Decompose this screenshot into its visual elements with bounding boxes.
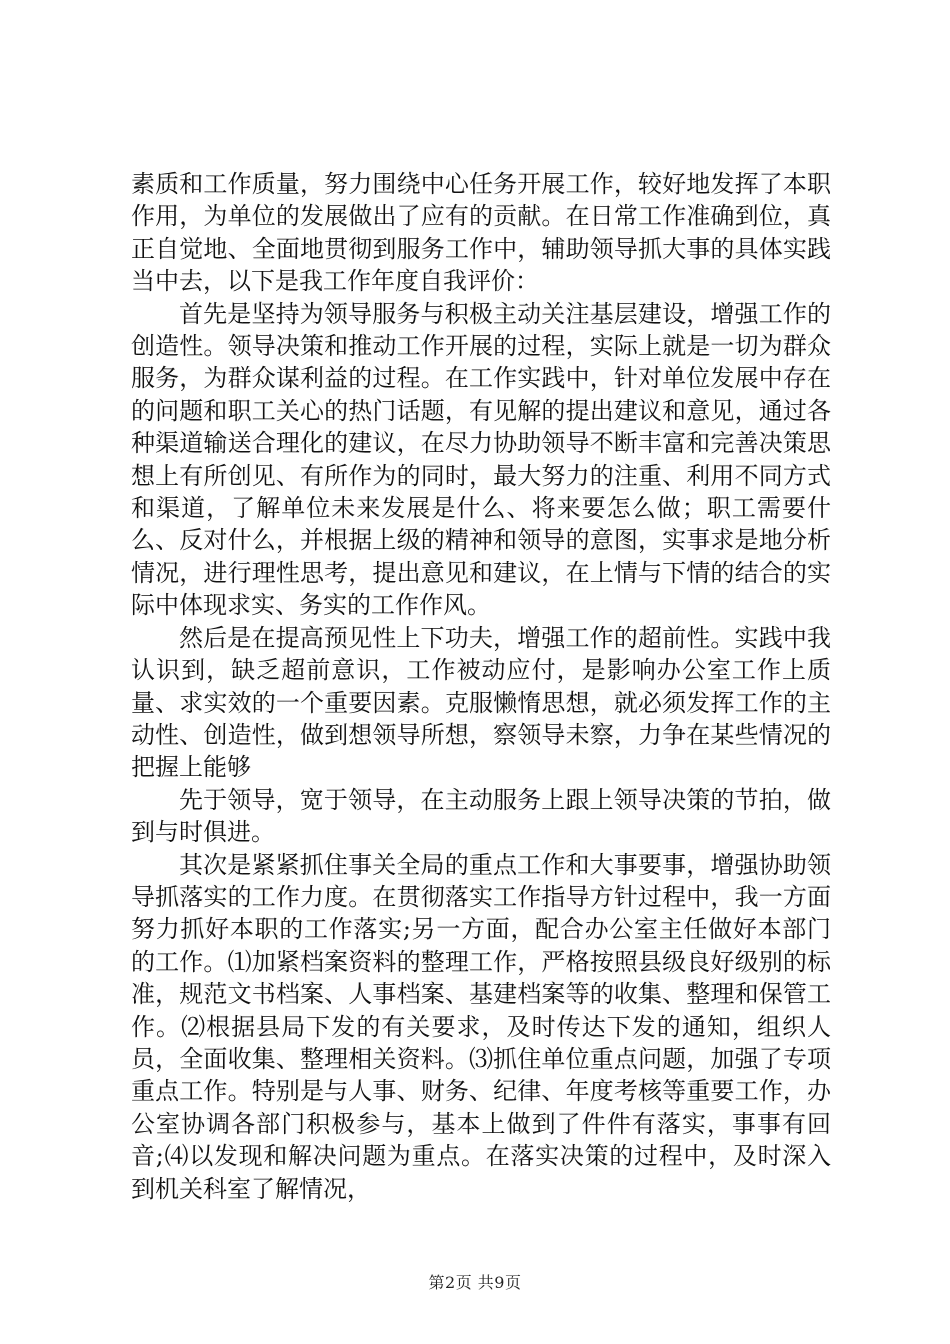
paragraph-4: 先于领导，宽于领导，在主动服务上跟上领导决策的节拍，做到与时俱进。 xyxy=(131,785,831,847)
paragraph-2: 首先是坚持为领导服务与积极主动关注基层建设，增强工作的创造性。领导决策和推动工作开展的过程，实际上就是一切为群众服务，为群众谋利益的过程。在工作实践中，针对单位发展中存在的问题和职工关心的热门话题，有见解的提出建议和意见，通过各种渠道输送合理化的建议，在尽力协助领导不断丰富和完善决策思想上有所创见、有所作为的同时，最大努力的注重、利用不同方式和渠道，了解单位未来发展是什么、将来要怎么做；职工需要什么、反对什么，并根据上级的精神和领导的意图，实事求是地分析情况，进行理性思考，提出意见和建议，在上情与下情的结合的实际中体现求实、务实的工作作风。 xyxy=(131,299,831,620)
page-footer xyxy=(0,1270,950,1293)
paragraph-3: 然后是在提高预见性上下功夫，增强工作的超前性。实践中我认识到，缺乏超前意识，工作被动应付，是影响办公室工作上质量、求实效的一个重要因素。克服懒惰思想，就必须发挥工作的主动性、创造性，做到想领导所想，察领导未察，力争在某些情况的把握上能够 xyxy=(131,623,831,782)
paragraph-5: 其次是紧紧抓住事关全局的重点工作和大事要事，增强协助领导抓落实的工作力度。在贯彻落实工作指导方针过程中，我一方面努力抓好本职的工作落实;另一方面，配合办公室主任做好本部门的工作。⑴加紧档案资料的整理工作，严格按照县级良好级别的标准，规范文书档案、人事档案、基建档案等的收集、整理和保管工作。⑵根据县局下发的有关要求，及时传达下发的通知，组织人员，全面收集、整理相关资料。⑶抓住单位重点问题，加强了专项重点工作。特别是与人事、财务、纪律、年度考核等重要工作，办公室协调各部门积极参与，基本上做到了件件有落实，事事有回音;⑷以发现和解决问题为重点。在落实决策的过程中，及时深入到机关科室了解情况， xyxy=(131,850,831,1203)
paragraph-1: 素质和工作质量，努力围绕中心任务开展工作，较好地发挥了本职作用，为单位的发展做出了应有的贡献。在日常工作准确到位，真正自觉地、全面地贯彻到服务工作中，辅助领导抓大事的具体实践当中去，以下是我工作年度自我评价： xyxy=(131,170,831,296)
document-body xyxy=(131,168,831,1205)
page-number-label: 第2页 共9页 xyxy=(428,1273,522,1292)
